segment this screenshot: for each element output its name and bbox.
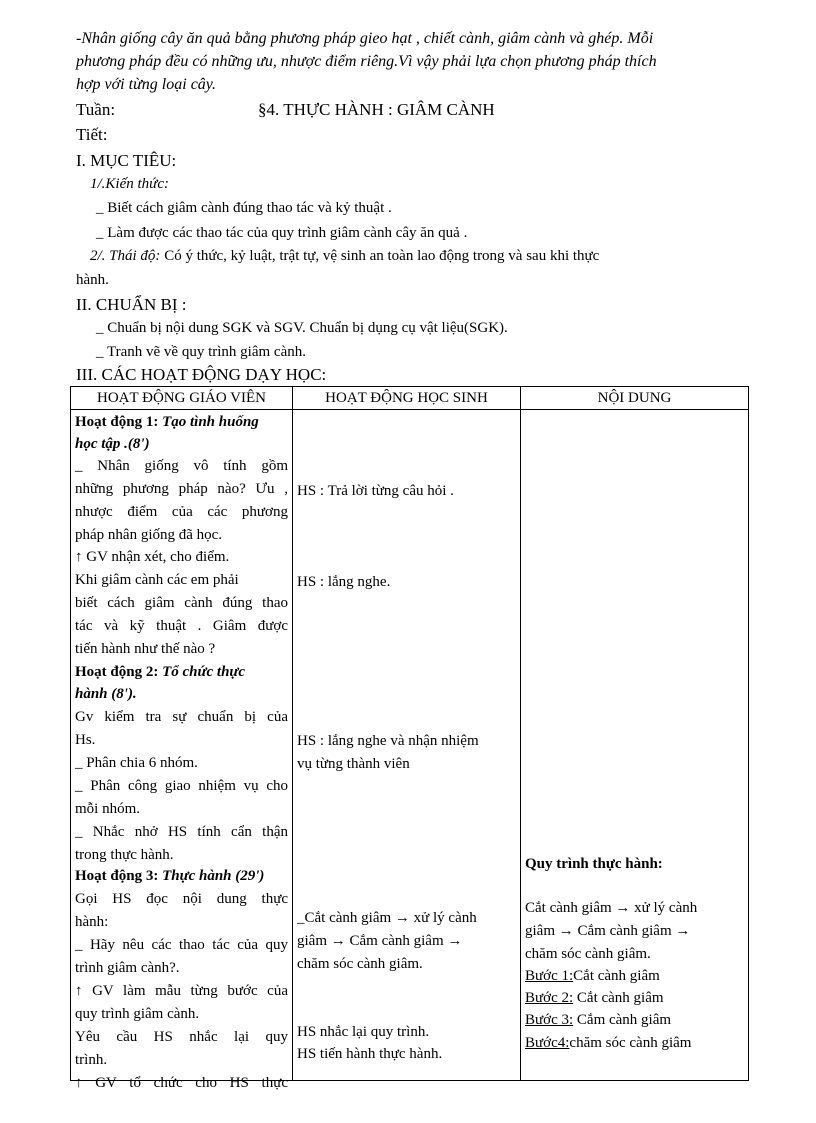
prep-item-2: _ Tranh vẽ về quy trình giâm cành. xyxy=(96,344,306,360)
teacher-line: hành: xyxy=(75,914,109,930)
student-line: HS : Trả lời từng câu hỏi . xyxy=(297,483,454,499)
teacher-line: tác và kỹ thuật . Giâm được xyxy=(75,618,288,634)
activity-1-title-cont: học tập .(8') xyxy=(75,436,150,452)
teacher-line: Khi giâm cành các em phải xyxy=(75,572,239,588)
intro-line-2: phương pháp đều có những ưu, nhược điểm riêng.Vì vậy phải lựa chọn phương pháp thích xyxy=(76,53,657,70)
step-3-label: Bước 3: xyxy=(525,1012,574,1028)
practice-procedure-title: Quy trình thực hành: xyxy=(525,856,663,872)
intro-line-3: hợp với từng loại cây. xyxy=(76,76,217,93)
teacher-line: Hs. xyxy=(75,732,96,748)
teacher-line: tiến hành như thế nào ? xyxy=(75,641,216,657)
teacher-line: biết cách giâm cành đúng thao xyxy=(75,595,288,611)
table-header-row xyxy=(71,387,749,410)
lesson-title: §4. THỰC HÀNH : GIÂM CÀNH xyxy=(258,100,495,119)
activity-1-heading xyxy=(75,414,288,431)
attitude-label: 2/. Thái độ: xyxy=(90,248,161,264)
student-line: _Cắt cành giâm → xử lý cành xyxy=(297,910,477,926)
content-line: Cắt cành giâm → xử lý cành xyxy=(525,900,698,916)
header-content: NỘI DUNG xyxy=(521,387,749,410)
attitude-text: Có ý thức, kỷ luật, trật tự, vệ sinh an toàn lao động trong và sau khi thực xyxy=(160,248,600,264)
teacher-line: trình. xyxy=(75,1052,108,1068)
teacher-column xyxy=(71,410,293,1091)
activity-2-heading xyxy=(75,664,288,681)
student-line: giâm → Cắm cành giâm → xyxy=(297,933,463,949)
step-3-text: Cắm cành giâm xyxy=(573,1012,672,1028)
student-line: vụ từng thành viên xyxy=(297,756,410,772)
activity-3-heading xyxy=(75,868,288,885)
period-label: Tiết: xyxy=(76,125,108,144)
activities-table xyxy=(70,386,749,1091)
attitude-line xyxy=(90,248,599,265)
teacher-line: ↑ GV tổ chức cho HS thực xyxy=(75,1075,288,1091)
teacher-line: _ Nhắc nhở HS tính cẩn thận xyxy=(75,824,288,840)
teacher-line: quy trình giâm cành. xyxy=(75,1006,200,1022)
content-line: giâm → Cắm cành giâm → xyxy=(525,923,691,939)
teacher-line: mỗi nhóm. xyxy=(75,801,141,817)
table-body-row xyxy=(71,410,749,1081)
teacher-line: trình giâm cành?. xyxy=(75,960,180,976)
intro-line-1: -Nhân giống cây ăn quả bằng phương pháp gieo hạt , chiết cành, giâm cành và ghép. Mỗi xyxy=(76,30,654,47)
teacher-line: _ Hãy nêu các thao tác của quy xyxy=(75,937,288,953)
teacher-line: _ Nhân giống vô tính gồm xyxy=(75,458,288,474)
section-2-heading: II. CHUẨN BỊ : xyxy=(76,295,187,314)
teacher-line: ↑ GV làm mẫu từng bước của xyxy=(75,983,288,999)
prep-item-1: _ Chuẩn bị nội dung SGK và SGV. Chuẩn bị dụng cụ vật liệu(SGK). xyxy=(96,320,508,336)
activity-1-title: Tạo tình huống xyxy=(162,414,259,430)
teacher-line: Gv kiểm tra sự chuẩn bị của xyxy=(75,709,288,725)
teacher-line: những phương pháp nào? Ưu , xyxy=(75,481,288,497)
student-line: HS tiến hành thực hành. xyxy=(297,1046,443,1062)
content-line: chăm sóc cành giâm. xyxy=(525,946,651,962)
teacher-line: Gọi HS đọc nội dung thực xyxy=(75,891,288,907)
content-column xyxy=(521,410,749,1081)
week-label: Tuần: xyxy=(76,100,116,119)
knowledge-label: 1/.Kiến thức: xyxy=(90,176,169,192)
step-4 xyxy=(525,1035,691,1052)
student-column xyxy=(293,410,521,1081)
teacher-line: _ Phân chia 6 nhóm. xyxy=(75,755,198,771)
teacher-line: trong thực hành. xyxy=(75,847,174,863)
activity-2-title-cont: hành (8'). xyxy=(75,686,137,702)
step-1-text: Cắt cành giâm xyxy=(573,968,660,984)
step-1-label: Bước 1: xyxy=(525,968,574,984)
step-2-text: Cắt cành giâm xyxy=(573,990,664,1006)
activity-3-label: Hoạt động 3: xyxy=(75,868,163,884)
section-3-heading: III. CÁC HOẠT ĐỘNG DẠY HỌC: xyxy=(76,365,327,384)
teacher-line: ↑ GV nhận xét, cho điểm. xyxy=(75,549,230,565)
student-line: HS : lắng nghe và nhận nhiệm xyxy=(297,733,479,749)
activity-2-label: Hoạt động 2: xyxy=(75,664,163,680)
step-3 xyxy=(525,1012,671,1029)
activity-1-label: Hoạt động 1: xyxy=(75,414,163,430)
step-2 xyxy=(525,990,664,1007)
activity-3-title: Thực hành (29') xyxy=(162,868,265,884)
student-line: chăm sóc cành giâm. xyxy=(297,956,423,972)
section-1-heading: I. MỤC TIÊU: xyxy=(76,151,177,170)
teacher-line: _ Phân công giao nhiệm vụ cho xyxy=(75,778,288,794)
activity-2-title: Tổ chức thực xyxy=(162,664,246,680)
knowledge-item-2: _ Làm được các thao tác của quy trình giâm cành cây ăn quả . xyxy=(96,225,468,241)
header-student: HOẠT ĐỘNG HỌC SINH xyxy=(293,387,521,410)
attitude-text-cont: hành. xyxy=(76,272,109,288)
header-teacher: HOẠT ĐỘNG GIÁO VIÊN xyxy=(71,387,293,410)
knowledge-item-1: _ Biết cách giâm cành đúng thao tác và kỷ thuật . xyxy=(96,200,392,216)
teacher-line: pháp nhân giống đã học. xyxy=(75,527,223,543)
student-line: HS : lắng nghe. xyxy=(297,574,391,590)
teacher-line: Yêu cầu HS nhắc lại quy xyxy=(75,1029,288,1045)
teacher-line: nhược điểm của các phương xyxy=(75,504,288,520)
step-1 xyxy=(525,968,660,985)
step-4-label: Bước4: xyxy=(525,1035,570,1051)
student-line: HS nhắc lại quy trình. xyxy=(297,1024,430,1040)
step-2-label: Bước 2: xyxy=(525,990,574,1006)
step-4-text: chăm sóc cành giâm xyxy=(569,1035,692,1051)
